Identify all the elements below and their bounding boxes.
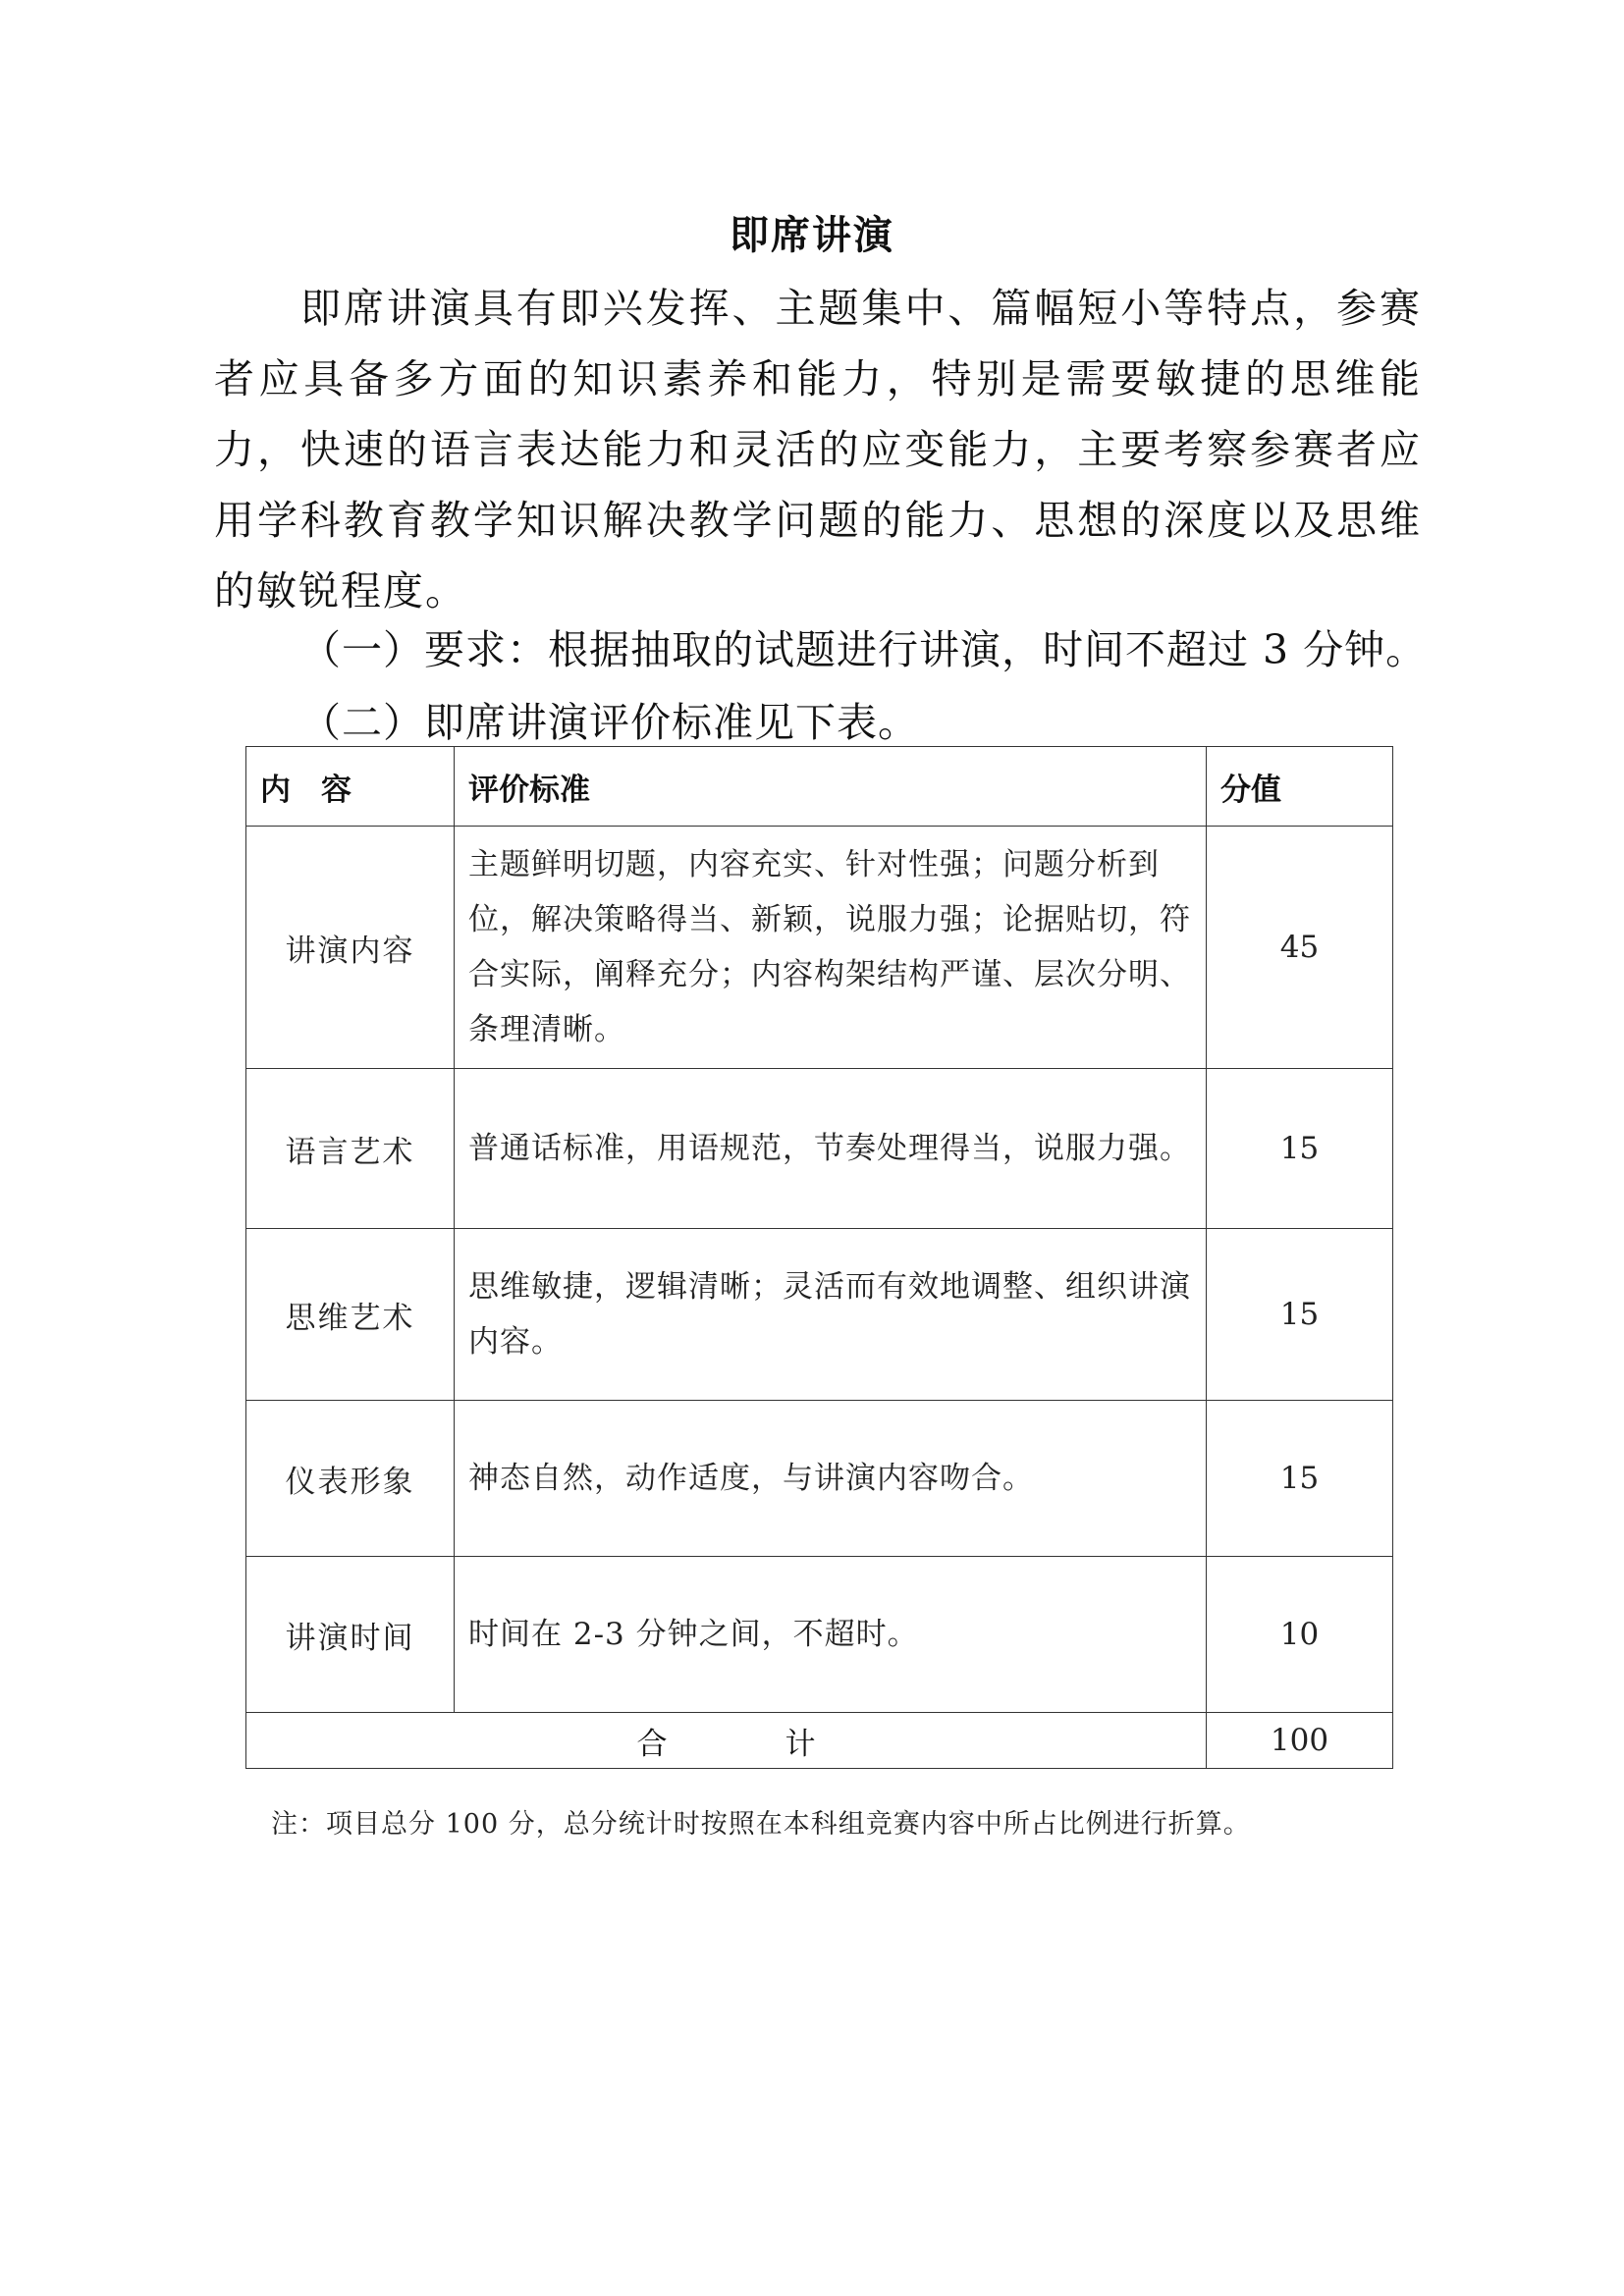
row-name: 语言艺术 (246, 1069, 455, 1229)
table-header-row (246, 747, 1393, 827)
row-name: 讲演内容 (246, 827, 455, 1069)
row-criteria: 思维敏捷，逻辑清晰；灵活而有效地调整、组织讲演内容。 (455, 1229, 1207, 1401)
intro-paragraph: 即席讲演具有即兴发挥、主题集中、篇幅短小等特点，参赛者应具备多方面的知识素养和能力，特别是需要敏捷的思维能力，快速的语言表达能力和灵活的应变能力，主要考察参赛者应用学科教育教学知识解决教学问题的能力、思想的深度以及思维的敏锐程度。 (214, 285, 1422, 614)
page-title: 即席讲演 (730, 212, 894, 258)
table-row (246, 1069, 1393, 1229)
header-score: 分值 (1207, 747, 1393, 827)
requirement-paragraph: （一）要求：根据抽取的试题进行讲演，时间不超过 3 分钟。 (300, 626, 1428, 673)
header-criteria: 评价标准 (455, 747, 1207, 827)
criteria-intro-paragraph: （二）即席讲演评价标准见下表。 (300, 699, 919, 746)
footnote: 注：项目总分 100 分，总分统计时按照在本科组竞赛内容中所占比例进行折算。 (271, 1809, 1251, 1840)
table-row (246, 1229, 1393, 1401)
row-criteria: 神态自然，动作适度，与讲演内容吻合。 (455, 1401, 1207, 1557)
total-label (246, 1713, 1207, 1769)
table-row (246, 827, 1393, 1069)
row-score: 45 (1207, 827, 1393, 1069)
total-score: 100 (1207, 1713, 1393, 1769)
row-score: 15 (1207, 1069, 1393, 1229)
row-criteria: 普通话标准，用语规范，节奏处理得当，说服力强。 (455, 1069, 1207, 1229)
row-criteria: 时间在 2-3 分钟之间，不超时。 (455, 1557, 1207, 1713)
evaluation-table (245, 746, 1393, 1769)
row-name: 思维艺术 (246, 1229, 455, 1401)
row-score: 15 (1207, 1401, 1393, 1557)
row-name: 讲演时间 (246, 1557, 455, 1713)
row-name: 仪表形象 (246, 1401, 455, 1557)
total-label-1: 合 (636, 1726, 668, 1762)
header-content: 内 容 (246, 747, 455, 827)
table-row (246, 1557, 1393, 1713)
table-row (246, 1401, 1393, 1557)
row-score: 10 (1207, 1557, 1393, 1713)
total-row (246, 1713, 1393, 1769)
total-label-2: 计 (785, 1726, 816, 1762)
row-criteria: 主题鲜明切题，内容充实、针对性强；问题分析到位，解决策略得当、新颖，说服力强；论据贴切，符合实际，阐释充分；内容构架结构严谨、层次分明、条理清晰。 (455, 827, 1207, 1069)
row-score: 15 (1207, 1229, 1393, 1401)
